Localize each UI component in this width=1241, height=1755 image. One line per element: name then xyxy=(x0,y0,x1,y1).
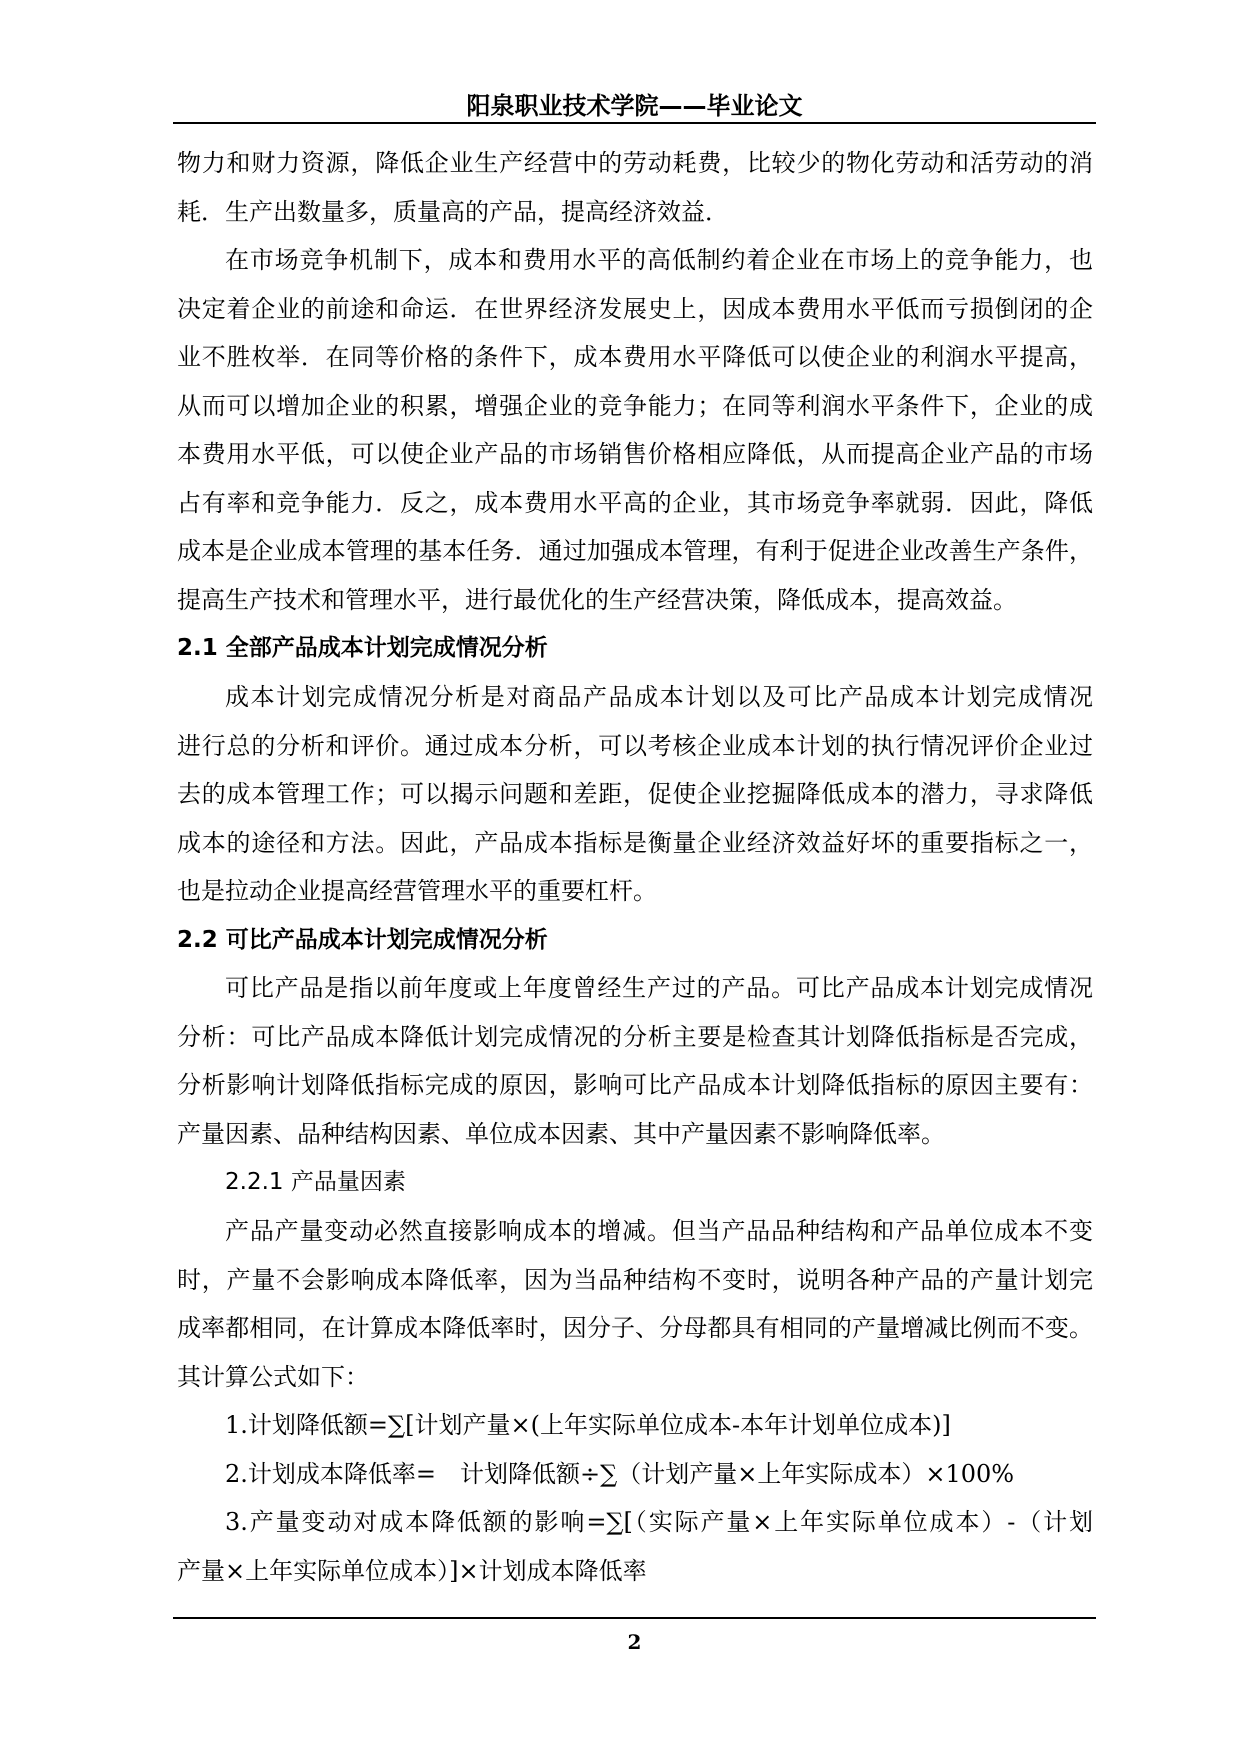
formula-line: 3.产量变动对成本降低额的影响=∑[（实际产量×上年实际单位成本）-（计划 xyxy=(225,1508,1093,1537)
text-line: 分析：可比产品成本降低计划完成情况的分析主要是检查其计划降低指标是否完成， xyxy=(177,1022,1093,1051)
text-line: 本费用水平低，可以使企业产品的市场销售价格相应降低，从而提高企业产品的市场 xyxy=(177,440,1093,469)
formula-line: 产量×上年实际单位成本）]×计划成本降低率 xyxy=(177,1556,647,1585)
text-line: 进行总的分析和评价。通过成本分析，可以考核企业成本计划的执行情况评价企业过 xyxy=(177,731,1093,760)
text-line: 去的成本管理工作；可以揭示问题和差距，促使企业挖掘降低成本的潜力，寻求降低 xyxy=(177,780,1093,809)
subsection-heading-2-2-1: 2.2.1 产品量因素 xyxy=(225,1169,406,1196)
text-line: 成本是企业成本管理的基本任务．通过加强成本管理，有利于促进企业改善生产条件， xyxy=(177,537,1093,566)
text-line: 占有率和竞争能力．反之，成本费用水平高的企业，其市场竞争率就弱．因此，降低 xyxy=(177,488,1093,517)
header-rule xyxy=(173,122,1096,124)
text-line: 产品产量变动必然直接影响成本的增减。但当产品品种结构和产品单位成本不变 xyxy=(225,1217,1093,1246)
text-line: 决定着企业的前途和命运．在世界经济发展史上，因成本费用水平低而亏损倒闭的企 xyxy=(177,294,1093,323)
text-line: 分析影响计划降低指标完成的原因，影响可比产品成本计划降低指标的原因主要有： xyxy=(177,1071,1093,1100)
formula-line: 2.计划成本降低率= 计划降低额÷∑（计划产量×上年实际成本）×100% xyxy=(225,1459,1015,1488)
text-line: 可比产品是指以前年度或上年度曾经生产过的产品。可比产品成本计划完成情况 xyxy=(225,974,1093,1003)
text-line: 耗．生产出数量多，质量高的产品，提高经济效益． xyxy=(177,197,729,226)
section-heading-2-2: 2.2 可比产品成本计划完成情况分析 xyxy=(177,926,548,953)
page-number: 2 xyxy=(627,1630,642,1654)
text-line: 其计算公式如下： xyxy=(177,1362,369,1391)
text-line: 时，产量不会影响成本降低率，因为当品种结构不变时，说明各种产品的产量计划完 xyxy=(177,1265,1093,1294)
section-heading-2-1: 2.1 全部产品成本计划完成情况分析 xyxy=(177,635,548,662)
text-line: 成本的途径和方法。因此，产品成本指标是衡量企业经济效益好坏的重要指标之一， xyxy=(177,828,1093,857)
text-line: 提高生产技术和管理水平，进行最优化的生产经营决策，降低成本，提高效益。 xyxy=(177,585,1017,614)
text-line: 成本计划完成情况分析是对商品产品成本计划以及可比产品成本计划完成情况 xyxy=(225,683,1093,712)
footer-rule xyxy=(173,1617,1096,1619)
text-line: 也是拉动企业提高经营管理水平的重要杠杆。 xyxy=(177,877,657,906)
formula-line: 1.计划降低额=∑[计划产量×(上年实际单位成本-本年计划单位成本)] xyxy=(225,1411,951,1440)
text-line: 物力和财力资源，降低企业生产经营中的劳动耗费，比较少的物化劳动和活劳动的消 xyxy=(177,149,1093,177)
text-line: 产量因素、品种结构因素、单位成本因素、其中产量因素不影响降低率。 xyxy=(177,1119,945,1148)
text-line: 成率都相同，在计算成本降低率时，因分子、分母都具有相同的产量增减比例而不变。 xyxy=(177,1314,1093,1343)
page-body xyxy=(177,139,1093,1595)
page-header-title: 阳泉职业技术学院——毕业论文 xyxy=(466,92,803,120)
text-line: 在市场竞争机制下，成本和费用水平的高低制约着企业在市场上的竞争能力，也 xyxy=(225,246,1093,275)
text-line: 从而可以增加企业的积累，增强企业的竞争能力；在同等利润水平条件下，企业的成 xyxy=(177,391,1093,420)
text-line: 业不胜枚举．在同等价格的条件下，成本费用水平降低可以使企业的利润水平提高， xyxy=(177,343,1093,372)
